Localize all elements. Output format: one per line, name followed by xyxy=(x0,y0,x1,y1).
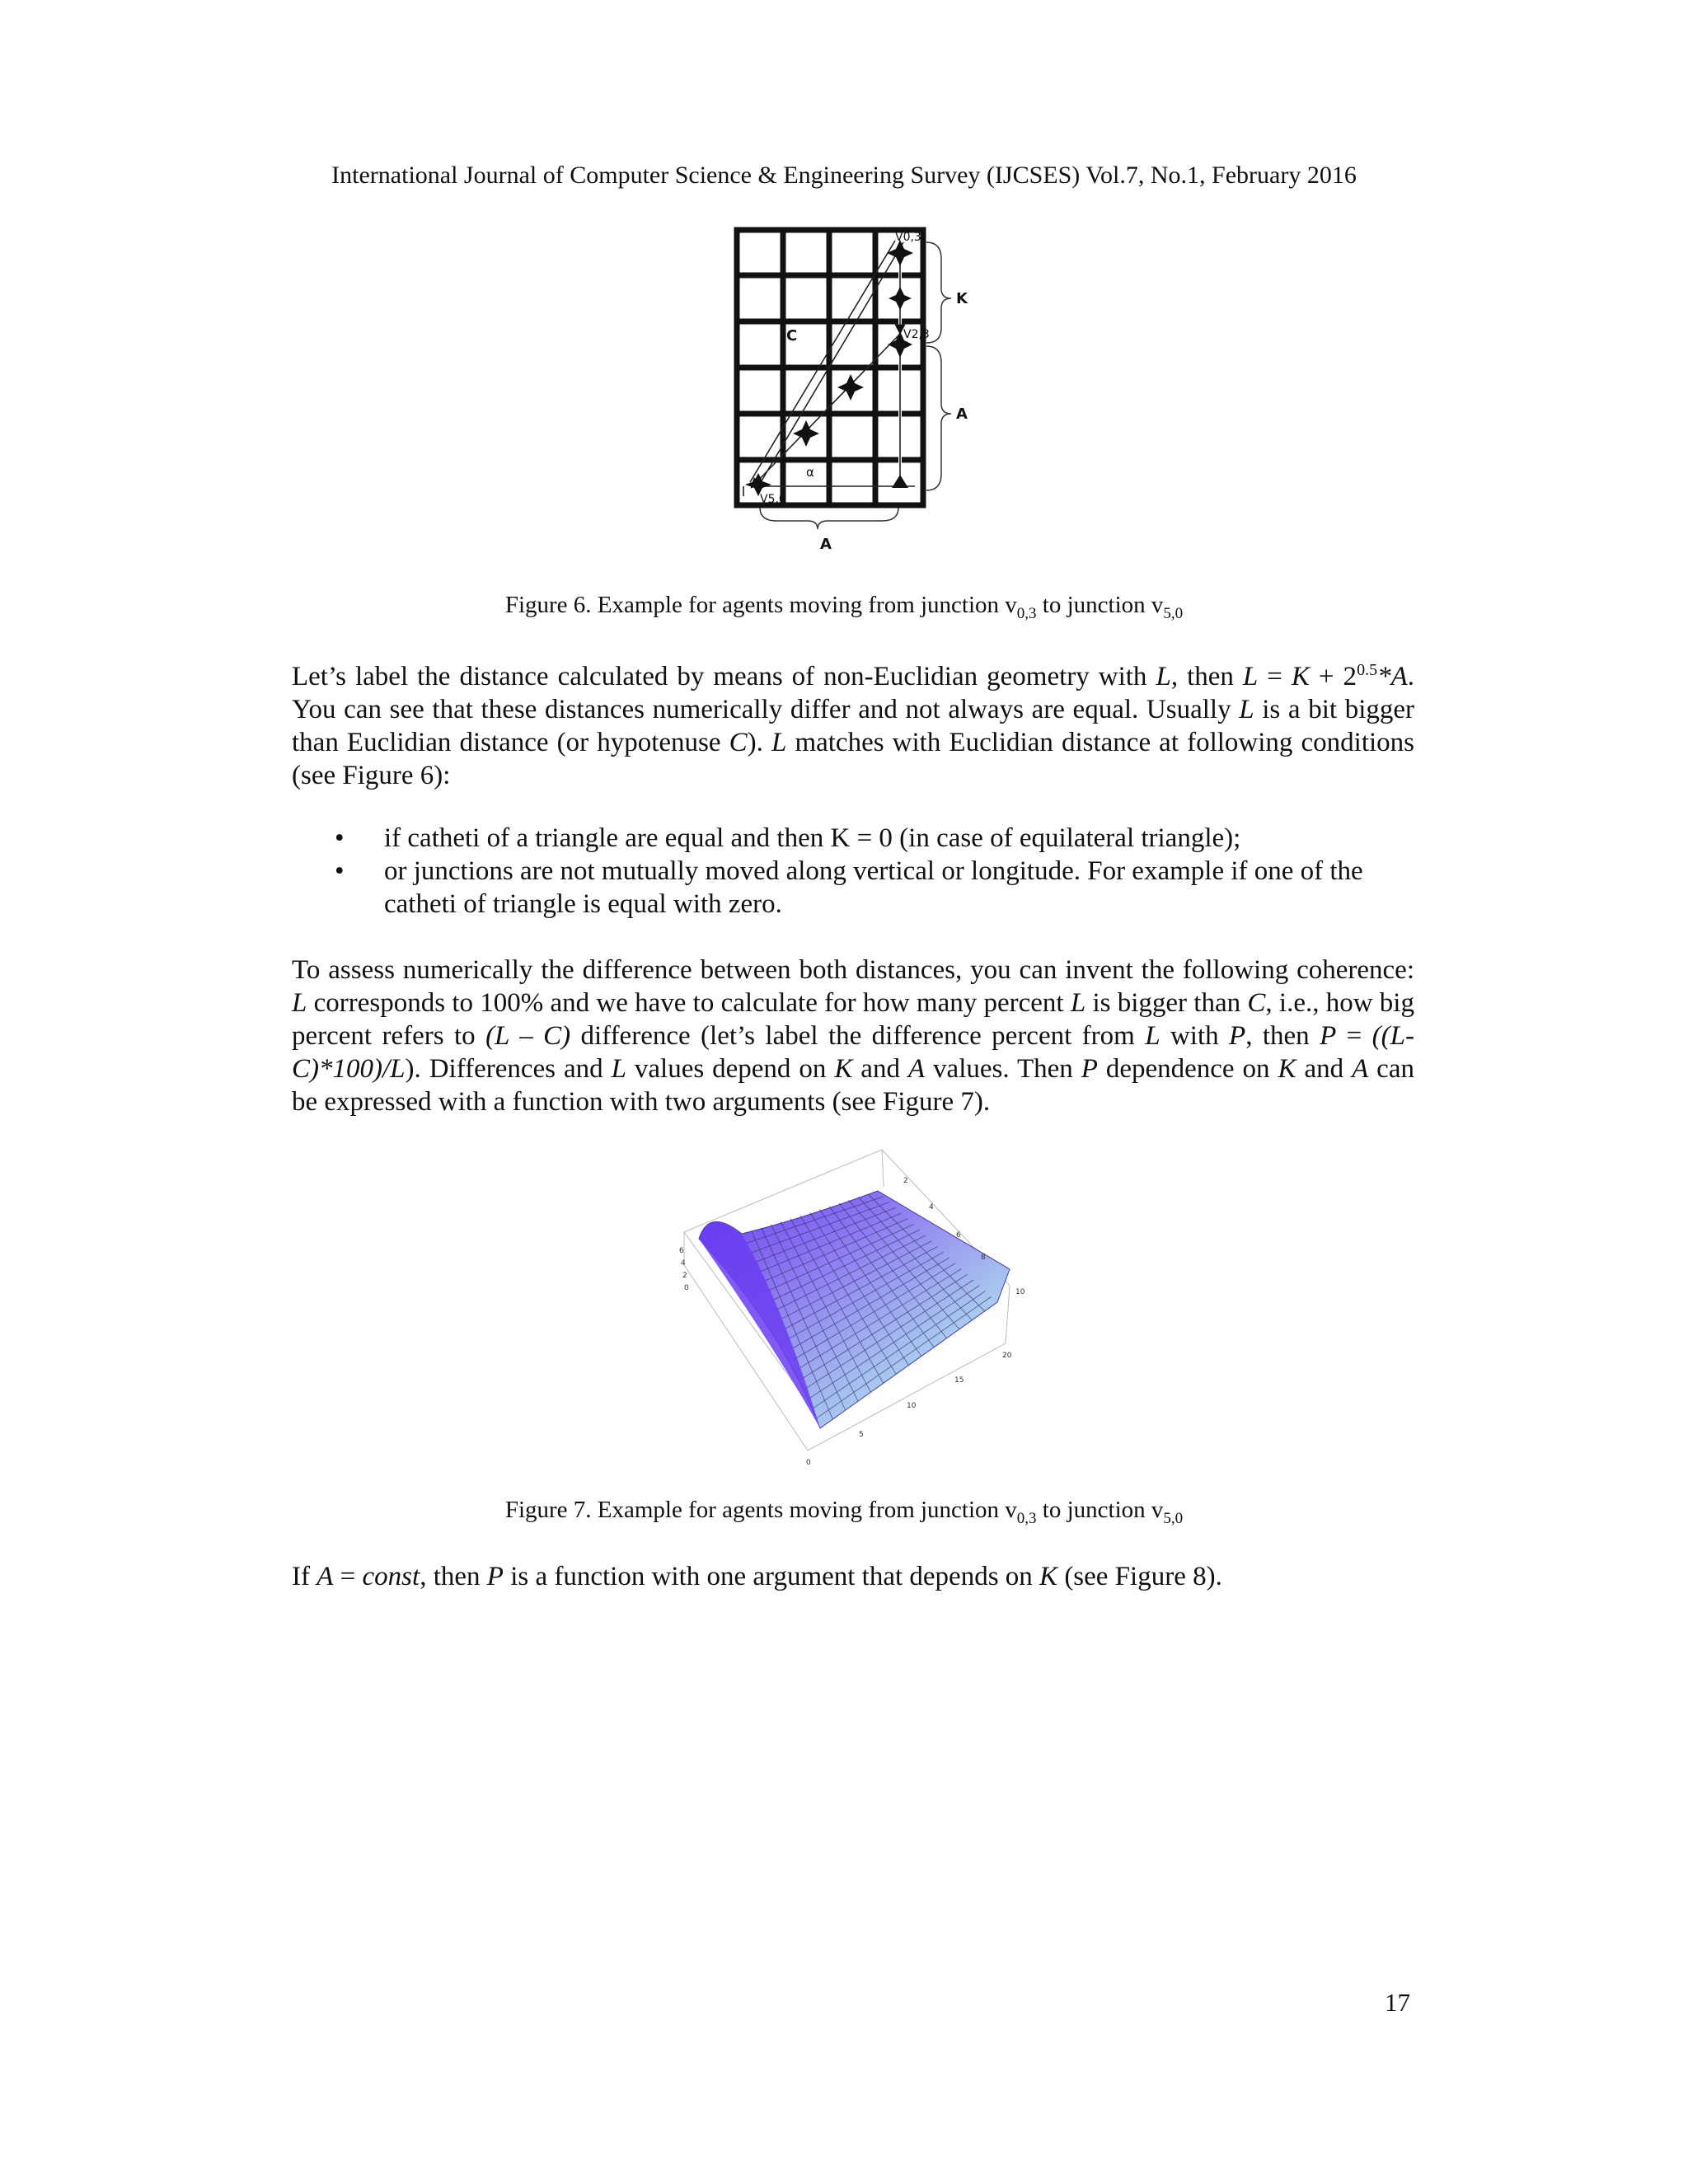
tick-bottom: 5 xyxy=(859,1431,864,1439)
figure-6-grid-diagram xyxy=(725,223,989,552)
tick-left: 6 xyxy=(679,1247,684,1255)
tick-left: 2 xyxy=(682,1272,687,1280)
tick-bottom: 10 xyxy=(907,1402,917,1410)
label-K: K xyxy=(956,290,968,307)
paragraph-2: To assess numerically the difference between both distances, you can invent the following coherence: L corresponds to 100% and we have to calculate for how many percent L is bigger than C, i.e., how big percent refers to (L – C) difference (let’s label the difference percent from L with P, then P = ((L-C)*100)/L). Differences and L values depend on K and A values. Then P dependence on K and A can be expressed with a function with two arguments (see Figure 7). xyxy=(292,955,1414,1117)
tick-bottom: 20 xyxy=(1002,1352,1012,1360)
list-item: • or junctions are not mutually moved along vertical or longitude. For example if one of the catheti of triangle is equal with zero. xyxy=(335,856,1363,919)
tick-right: 4 xyxy=(929,1203,934,1212)
journal-header: International Journal of Computer Science & Engineering Survey (IJCSES) Vol.7, No.1, February 2016 xyxy=(331,162,1357,189)
label-v23: V2,3 xyxy=(903,328,930,341)
agent-icon xyxy=(793,420,819,447)
condition-list xyxy=(292,822,1414,921)
label-v03: V0,3 xyxy=(895,231,921,244)
brace-A-right xyxy=(926,346,951,490)
tick-left: 0 xyxy=(684,1284,689,1292)
tick-right: 6 xyxy=(956,1231,961,1240)
label-C: C xyxy=(786,327,798,344)
paragraph-1: Let’s label the distance calculated by means of non-Euclidian geometry with L, then $L = K + 2^{0.5}*A$. You can see that these distances numerically differ and not always are equal. Usually L is a bit bigger than Euclidian distance (or hypotenuse C). L matches with Euclidian distance at following conditions (see Figure 6): xyxy=(292,661,1414,790)
tick-right: 2 xyxy=(903,1177,908,1185)
brace-K xyxy=(926,242,951,343)
page-number: 17 xyxy=(1385,1988,1410,2017)
bullet-icon: • xyxy=(335,856,345,886)
figure-7-surface-plot xyxy=(676,1141,1047,1471)
tick-bottom: 0 xyxy=(806,1459,811,1467)
target-triangle-icon xyxy=(892,475,908,488)
list-item: • if catheti of a triangle are equal and then K = 0 (in case of equilateral triangle); xyxy=(335,823,1241,853)
surface xyxy=(699,1191,1010,1428)
tick-right: 10 xyxy=(1015,1288,1025,1296)
label-A-right: A xyxy=(956,405,968,423)
brace-A-bottom xyxy=(760,508,898,529)
paragraph-3: If A = const, then P is a function with one argument that depends on K (see Figure 8). xyxy=(292,1562,1222,1591)
figure-6-caption: Figure 6. Example for agents moving from junction $v_{0,3}$ to junction $v_{5,0}$ xyxy=(504,592,1184,622)
agent-icon xyxy=(889,287,912,310)
label-v50: V5,0 xyxy=(760,493,786,506)
label-alpha: α xyxy=(806,465,814,480)
tick-left: 4 xyxy=(681,1259,686,1268)
agent-icon xyxy=(837,374,864,401)
figure-7-caption: Figure 7. Example for agents moving from junction $v_{0,3}$ to junction $v_{5,0}$ xyxy=(504,1497,1184,1527)
tick-bottom: 15 xyxy=(954,1376,964,1385)
label-A-bottom: A xyxy=(820,536,832,552)
bullet-icon: • xyxy=(335,823,345,853)
tick-right: 8 xyxy=(981,1254,986,1262)
grid xyxy=(737,230,923,505)
